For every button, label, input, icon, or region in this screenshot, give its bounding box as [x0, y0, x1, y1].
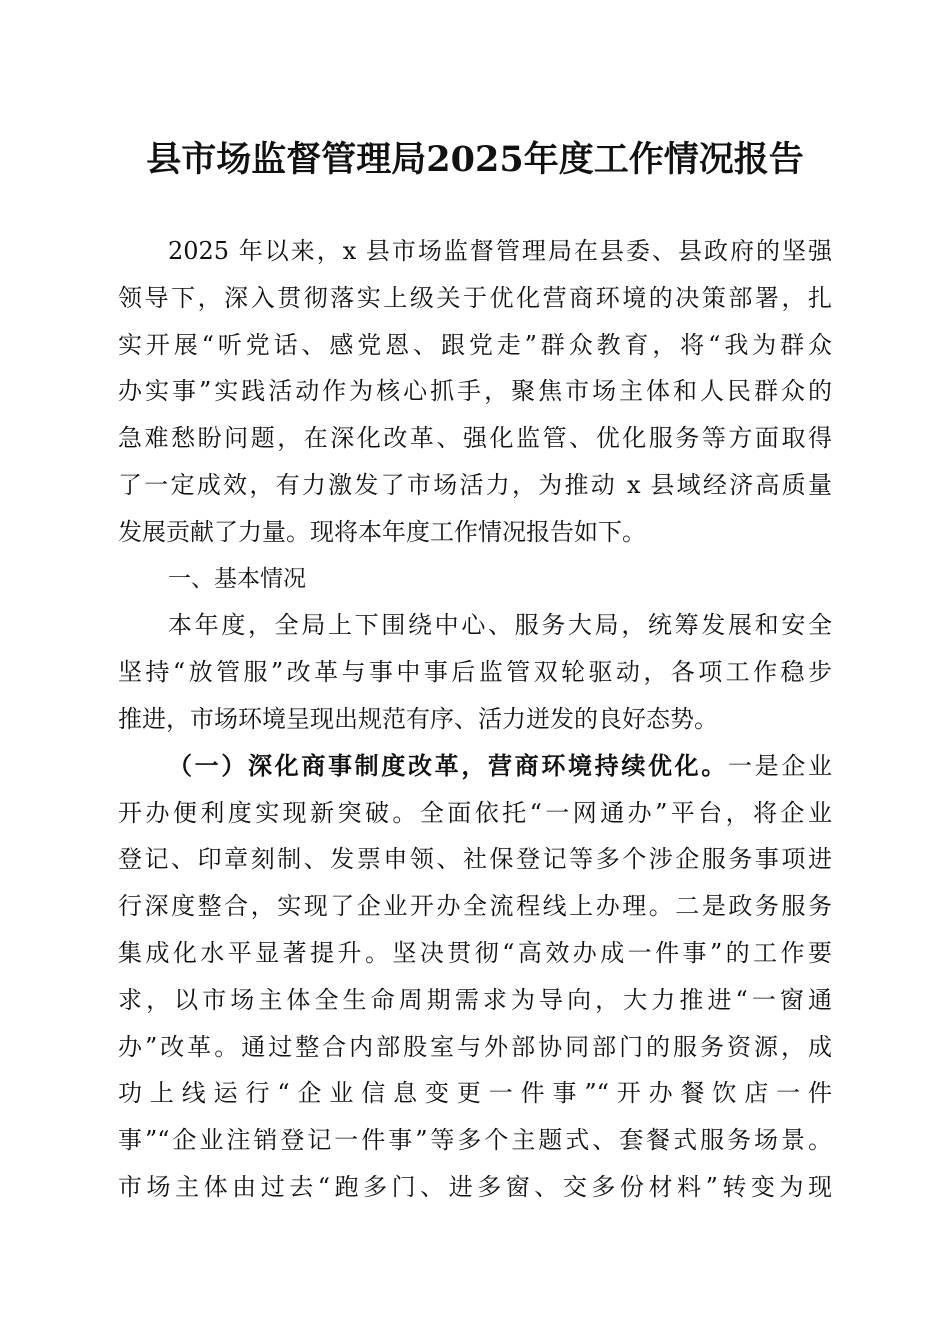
- subsection-one-line: 事”“企业注销登记一件事”等多个主题式、套餐式服务场景。: [118, 1126, 832, 1155]
- intro-line: 了一定成效，有力激发了市场活力，为推动 x 县域经济高质量: [118, 470, 832, 499]
- subsection-one-line: 集成化水平显著提升。坚决贯彻“高效办成一件事”的工作要: [118, 938, 832, 967]
- subsection-one-first-line: [118, 743, 832, 790]
- subsection-one-first-line-rest: 一是企业: [728, 751, 832, 780]
- subsection-one-line: 开办便利度实现新突破。全面依托“一网通办”平台，将企业: [118, 798, 832, 827]
- intro-line: 办实事”实践活动作为核心抓手，聚焦市场主体和人民群众的: [118, 377, 832, 406]
- intro-line: 实开展“听党话、感党恩、跟党走”群众教育，将“我为群众: [118, 330, 832, 359]
- section-one-line: 本年度，全局上下围绕中心、服务大局，统筹发展和安全: [168, 611, 832, 640]
- section-one-line: 推进，市场环境呈现出规范有序、活力迸发的良好态势。: [118, 704, 718, 733]
- subsection-one-line: 求，以市场主体全生命周期需求为导向，大力推进“一窗通: [118, 985, 832, 1014]
- intro-line: 2025 年以来，x 县市场监督管理局在县委、县政府的坚强: [168, 237, 832, 265]
- section-one-line: 坚持“放管服”改革与事中事后监管双轮驱动，各项工作稳步: [118, 658, 832, 687]
- document-title: 县市场监督管理局2025年度工作情况报告: [146, 139, 804, 180]
- subsection-one-line: 行深度整合，实现了企业开办全流程线上办理。二是政务服务: [118, 892, 832, 921]
- subsection-one-heading: （一）深化商事制度改革，营商环境持续优化。: [168, 750, 728, 780]
- subsection-one-line: 办”改革。通过整合内部股室与外部协同部门的服务资源，成: [118, 1032, 832, 1061]
- subsection-one-line: 功上线运行“企业信息变更一件事”“开办餐饮店一件: [118, 1079, 832, 1108]
- section-one-heading: 一、基本情况: [168, 565, 306, 592]
- intro-line: 发展贡献了力量。现将本年度工作情况报告如下。: [118, 517, 646, 546]
- document-body: [118, 228, 832, 1211]
- subsection-one-line: 市场主体由过去“跑多门、进多窗、交多份材料”转变为现: [118, 1172, 832, 1201]
- intro-line: 急难愁盼问题，在深化改革、强化监管、优化服务等方面取得: [118, 424, 832, 453]
- subsection-one-line: 登记、印章刻制、发票申领、社保登记等多个涉企服务事项进: [118, 845, 832, 874]
- intro-line: 领导下，深入贯彻落实上级关于优化营商环境的决策部署，扎: [118, 283, 832, 312]
